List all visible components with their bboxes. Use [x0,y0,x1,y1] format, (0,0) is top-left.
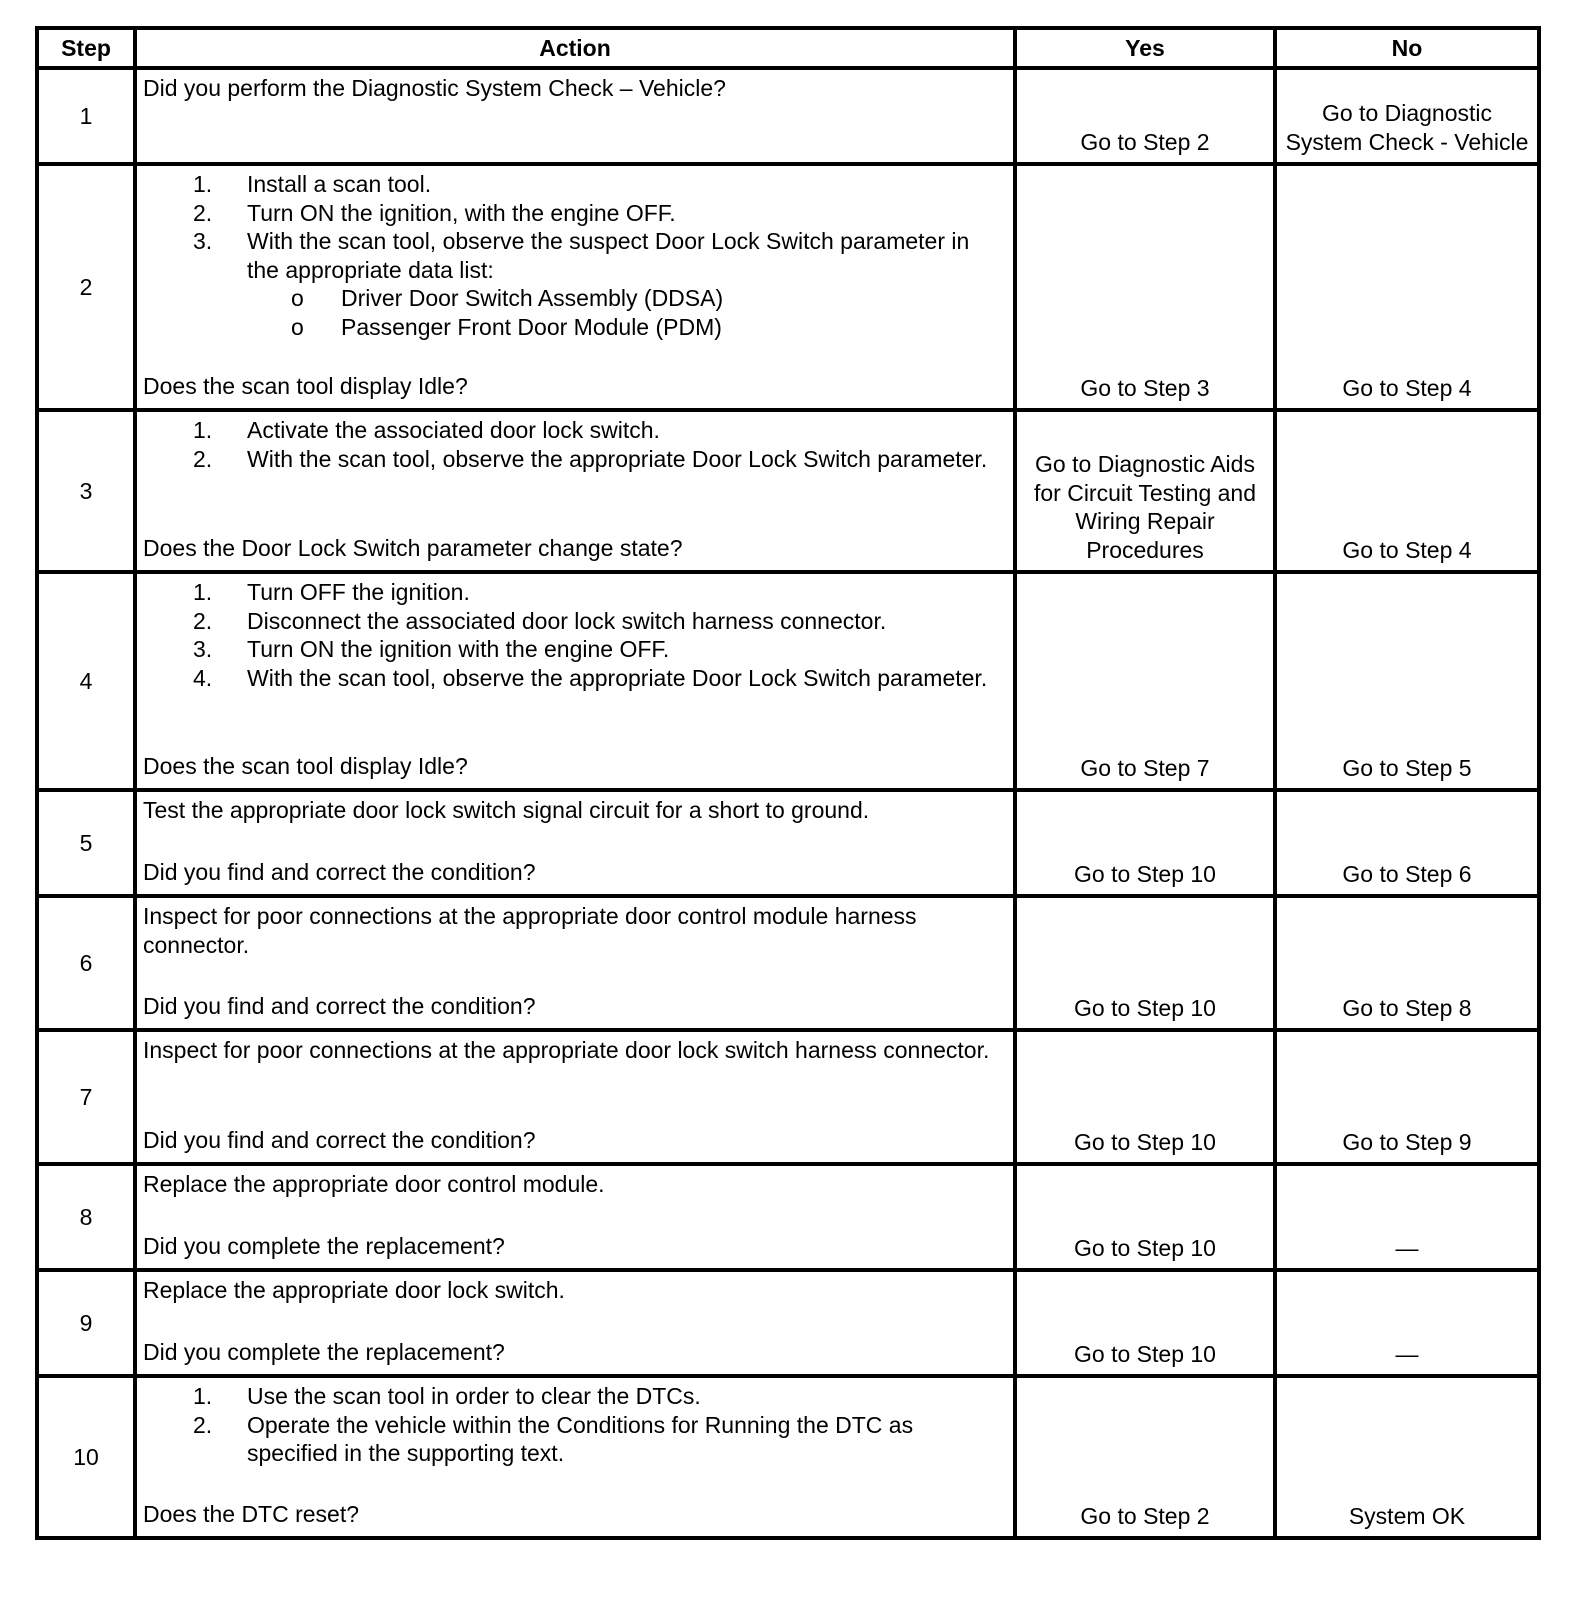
table-row [37,790,1539,896]
list-item-text: Disconnect the associated door lock switch harness connector. [247,607,887,634]
list-item-number: 1. [193,1383,213,1409]
yes-result [1015,790,1275,896]
action-cell [135,410,1015,572]
yes-result-text: Go to Step 10 [1074,1128,1216,1155]
action-question: Does the DTC reset? [143,1500,360,1527]
action-cell [135,164,1015,410]
yes-result [1015,1376,1275,1538]
no-result [1275,1030,1539,1164]
step-number: 7 [37,1030,135,1164]
no-result [1275,572,1539,790]
list-item [143,1382,1005,1411]
list-item [143,664,1005,693]
yes-result-text: Go to Step 10 [1074,1340,1216,1367]
no-result-text: — [1395,1234,1419,1261]
list-item [143,199,1005,228]
step-number: 10 [37,1376,135,1538]
table-row [37,896,1539,1030]
header-yes: Yes [1015,28,1275,68]
sub-bullet-text: Passenger Front Door Module (PDM) [341,313,722,340]
action-cell [135,572,1015,790]
bullet-circle-icon: o [291,313,304,340]
action-question: Did you complete the replacement? [143,1338,505,1365]
no-result-text: Go to Step 8 [1342,994,1472,1021]
list-item-text: Turn OFF the ignition. [247,579,470,605]
action-cell [135,790,1015,896]
step-number: 9 [37,1270,135,1376]
sub-bullet-list [247,284,1005,341]
list-item [143,227,1005,341]
table-row [37,1270,1539,1376]
list-item-text: With the scan tool, observe the appropriate Door Lock Switch parameter. [247,664,988,691]
yes-result [1015,1030,1275,1164]
header-row [37,28,1539,68]
list-item-text: Turn ON the ignition with the engine OFF. [247,636,670,662]
table-row [37,68,1539,164]
list-item-number: 2. [193,445,213,472]
table-row [37,1164,1539,1270]
action-steps-list [143,578,1005,692]
step-number: 5 [37,790,135,896]
list-item [143,170,1005,199]
table-row [37,410,1539,572]
yes-result-text: Go to Step 3 [1080,374,1210,401]
yes-result [1015,896,1275,1030]
action-question: Did you find and correct the condition? [143,858,536,885]
yes-result-text: Go to Step 2 [1080,128,1210,155]
no-result-text: Go to Step 4 [1342,536,1472,563]
list-item [143,578,1005,607]
no-result-text: Go to Step 9 [1342,1128,1472,1155]
no-result-text: System OK [1348,1502,1466,1529]
header-step: Step [37,28,135,68]
no-result [1275,1376,1539,1538]
action-text: Replace the appropriate door lock switch. [143,1277,565,1303]
list-item-number: 1. [193,579,213,605]
list-item-text: Use the scan tool in order to clear the DTCs. [247,1383,701,1409]
action-question: Does the Door Lock Switch parameter change state? [143,534,683,561]
action-text: Inspect for poor connections at the appropriate door control module harness connector. [143,903,917,958]
action-text: Replace the appropriate door control module. [143,1171,605,1197]
action-cell [135,1270,1015,1376]
sub-bullet-item [143,284,1005,313]
no-result [1275,790,1539,896]
step-number: 2 [37,164,135,410]
no-result-text: Go to Step 6 [1342,860,1472,887]
sub-bullet-item [143,313,1005,342]
step-number: 6 [37,896,135,1030]
list-item-number: 3. [193,228,213,254]
header-no: No [1275,28,1539,68]
yes-result [1015,1164,1275,1270]
no-result [1275,410,1539,572]
no-result [1275,68,1539,164]
yes-result-text: Go to Diagnostic Aids for Circuit Testing and Wiring Repair Procedures [1033,451,1256,563]
bullet-circle-icon: o [291,285,304,311]
action-text: Inspect for poor connections at the appropriate door lock switch harness connector. [143,1037,990,1063]
list-item-number: 2. [193,1411,213,1438]
table-row [37,164,1539,410]
yes-result-text: Go to Step 7 [1080,754,1210,781]
action-steps-list [143,416,1005,473]
action-text: Did you perform the Diagnostic System Check – Vehicle? [143,75,726,101]
action-steps-list [143,1382,1005,1468]
action-question: Did you find and correct the condition? [143,992,536,1019]
action-cell [135,68,1015,164]
list-item-text: Activate the associated door lock switch. [247,417,660,443]
list-item-text: Operate the vehicle within the Conditions for Running the DTC as specified in the supporting text. [247,1411,914,1466]
list-item-number: 1. [193,171,213,197]
yes-result [1015,572,1275,790]
list-item [143,635,1005,664]
list-item-number: 2. [193,607,213,634]
no-result [1275,896,1539,1030]
action-question: Did you find and correct the condition? [143,1126,536,1153]
list-item-text: With the scan tool, observe the appropriate Door Lock Switch parameter. [247,445,988,472]
action-steps-list [143,170,1005,341]
table-row [37,572,1539,790]
list-item-number: 1. [193,417,213,443]
step-number: 8 [37,1164,135,1270]
yes-result [1015,1270,1275,1376]
list-item-number: 3. [193,636,213,662]
step-number: 4 [37,572,135,790]
step-number: 1 [37,68,135,164]
diagnostic-table [35,26,1541,1540]
yes-result-text: Go to Step 10 [1074,1234,1216,1261]
sub-bullet-text: Driver Door Switch Assembly (DDSA) [341,285,724,311]
table-row [37,1376,1539,1538]
no-result-text: — [1395,1340,1419,1367]
no-result [1275,164,1539,410]
yes-result-text: Go to Step 2 [1080,1502,1210,1529]
yes-result [1015,68,1275,164]
action-cell [135,896,1015,1030]
yes-result [1015,410,1275,572]
action-question: Did you complete the replacement? [143,1232,505,1259]
list-item [143,607,1005,636]
list-item [143,445,1005,474]
header-action: Action [135,28,1015,68]
action-cell [135,1030,1015,1164]
action-cell [135,1376,1015,1538]
yes-result [1015,164,1275,410]
no-result-text: Go to Step 5 [1342,754,1472,781]
action-question: Does the scan tool display Idle? [143,372,468,399]
yes-result-text: Go to Step 10 [1074,994,1216,1021]
table-row [37,1030,1539,1164]
list-item-text: Install a scan tool. [247,171,432,197]
action-question: Does the scan tool display Idle? [143,752,468,779]
list-item-number: 4. [193,664,213,691]
no-result [1275,1270,1539,1376]
list-item [143,1411,1005,1468]
list-item-text: Turn ON the ignition, with the engine OFF. [247,199,676,226]
no-result-text: Go to Diagnostic System Check - Vehicle [1285,100,1529,155]
step-number: 3 [37,410,135,572]
action-cell [135,1164,1015,1270]
action-text: Test the appropriate door lock switch signal circuit for a short to ground. [143,797,870,823]
list-item [143,416,1005,445]
no-result-text: Go to Step 4 [1342,374,1472,401]
yes-result-text: Go to Step 10 [1074,860,1216,887]
no-result [1275,1164,1539,1270]
list-item-number: 2. [193,199,213,226]
list-item-text: With the scan tool, observe the suspect Door Lock Switch parameter in the appropriate data list: [247,228,970,283]
